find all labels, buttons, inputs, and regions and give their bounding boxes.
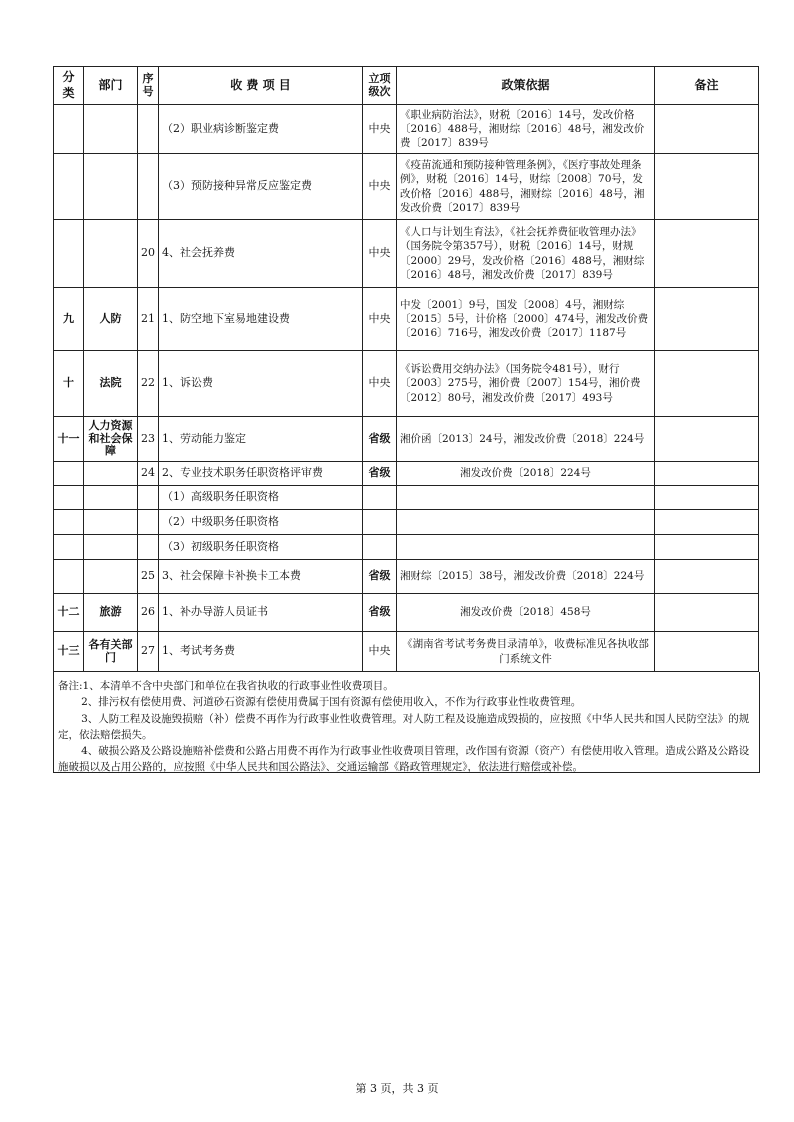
- cell-basis: [397, 535, 655, 560]
- cell-dept: [84, 535, 138, 560]
- cell-basis: 湘财综〔2015〕38号，湘发改价费〔2018〕224号: [397, 560, 655, 594]
- cell-level: [363, 486, 397, 510]
- cell-dept: [84, 220, 138, 288]
- cell-remark: [655, 486, 759, 510]
- cell-remark: [655, 351, 759, 417]
- cell-basis: [397, 510, 655, 535]
- cell-category: 十二: [54, 594, 84, 632]
- cell-dept: 旅游: [84, 594, 138, 632]
- table-row: [54, 220, 759, 288]
- cell-item: 4、社会抚养费: [159, 220, 363, 288]
- header-category: 分类: [54, 67, 84, 105]
- cell-dept: [84, 105, 138, 154]
- cell-dept: [84, 462, 138, 486]
- cell-level: 中央: [363, 632, 397, 672]
- table-row: [54, 510, 759, 535]
- cell-seq: [138, 486, 159, 510]
- cell-basis: 《疫苗流通和预防接种管理条例》，《医疗事故处理条例》，财税〔2016〕14号，财综〔2008〕70号，发改价格〔2016〕488号，湘财综〔2016〕48号，湘发改价费〔2017〕839号: [397, 154, 655, 220]
- cell-remark: [655, 417, 759, 462]
- cell-seq: 25: [138, 560, 159, 594]
- cell-dept: [84, 486, 138, 510]
- cell-remark: [655, 560, 759, 594]
- note-line: 备注:1、本清单不含中央部门和单位在我省执收的行政事业性收费项目。: [58, 680, 394, 692]
- cell-seq: [138, 105, 159, 154]
- header-item: 收 费 项 目: [159, 67, 363, 105]
- cell-basis: 《湖南省考试考务费目录清单》，收费标准见各执收部门系统文件: [397, 632, 655, 672]
- header-seq: 序号: [138, 67, 159, 105]
- cell-basis: 湘价函〔2013〕24号，湘发改价费〔2018〕224号: [397, 417, 655, 462]
- cell-category: [54, 486, 84, 510]
- cell-seq: 27: [138, 632, 159, 672]
- cell-category: [54, 462, 84, 486]
- cell-item: 1、补办导游人员证书: [159, 594, 363, 632]
- cell-level: 中央: [363, 154, 397, 220]
- cell-seq: 24: [138, 462, 159, 486]
- cell-basis: 湘发改价费〔2018〕458号: [397, 594, 655, 632]
- cell-category: [54, 220, 84, 288]
- cell-seq: 20: [138, 220, 159, 288]
- cell-category: [54, 535, 84, 560]
- cell-seq: 21: [138, 288, 159, 351]
- notes-box: [53, 672, 760, 773]
- cell-item: 1、劳动能力鉴定: [159, 417, 363, 462]
- cell-basis: 《诉讼费用交纳办法》（国务院令481号），财行〔2003〕275号，湘价费〔2007〕154号，湘价费〔2012〕80号，湘发改价费〔2017〕493号: [397, 351, 655, 417]
- cell-category: 十: [54, 351, 84, 417]
- cell-category: 九: [54, 288, 84, 351]
- cell-item: 1、防空地下室易地建设费: [159, 288, 363, 351]
- cell-basis: [397, 486, 655, 510]
- fee-table: [53, 66, 759, 672]
- cell-remark: [655, 220, 759, 288]
- table-row: [54, 560, 759, 594]
- cell-dept: [84, 510, 138, 535]
- cell-category: [54, 154, 84, 220]
- cell-dept: [84, 560, 138, 594]
- cell-basis: 湘发改价费〔2018〕224号: [397, 462, 655, 486]
- table-row: [54, 351, 759, 417]
- table-row: [54, 288, 759, 351]
- page-number: 第 3 页，共 3 页: [355, 1082, 439, 1095]
- cell-level: 中央: [363, 220, 397, 288]
- cell-item: 1、诉讼费: [159, 351, 363, 417]
- cell-dept: [84, 154, 138, 220]
- table-row: [54, 486, 759, 510]
- cell-category: 十一: [54, 417, 84, 462]
- cell-seq: 22: [138, 351, 159, 417]
- cell-seq: [138, 154, 159, 220]
- cell-level: 省级: [363, 560, 397, 594]
- cell-seq: [138, 510, 159, 535]
- cell-seq: 26: [138, 594, 159, 632]
- cell-remark: [655, 154, 759, 220]
- cell-item: 3、社会保障卡补换卡工本费: [159, 560, 363, 594]
- table-row: [54, 462, 759, 486]
- cell-remark: [655, 462, 759, 486]
- cell-seq: [138, 535, 159, 560]
- cell-level: [363, 535, 397, 560]
- cell-seq: 23: [138, 417, 159, 462]
- cell-category: 十三: [54, 632, 84, 672]
- header-level: 立项级次: [363, 67, 397, 105]
- header-dept: 部门: [84, 67, 138, 105]
- cell-remark: [655, 632, 759, 672]
- cell-level: [363, 510, 397, 535]
- cell-basis: 《人口与计划生育法》，《社会抚养费征收管理办法》（国务院令第357号），财税〔2016〕14号，财规〔2000〕29号，发改价格〔2016〕488号，湘财综〔2016〕48号，湘发改价费〔2017〕839号: [397, 220, 655, 288]
- cell-item: （1）高级职务任职资格: [159, 486, 363, 510]
- note-line: 4、破损公路及公路设施赔补偿费和公路占用费不再作为行政事业性收费项目管理，改作国有资源（资产）有偿使用收入管理。造成公路及公路设施破损以及占用公路的，应按照《中华人民共和国公路法》、交通运输部《路政管理规定》，依法进行赔偿或补偿。: [58, 745, 750, 774]
- cell-item: （3）初级职务任职资格: [159, 535, 363, 560]
- table-row: [54, 535, 759, 560]
- cell-category: [54, 510, 84, 535]
- cell-level: 中央: [363, 105, 397, 154]
- cell-remark: [655, 105, 759, 154]
- cell-level: 中央: [363, 351, 397, 417]
- header-basis: 政策依据: [397, 67, 655, 105]
- cell-level: 省级: [363, 462, 397, 486]
- cell-remark: [655, 594, 759, 632]
- cell-item: （2）中级职务任职资格: [159, 510, 363, 535]
- table-row: [54, 632, 759, 672]
- table-header-row: [54, 67, 759, 105]
- cell-item: （3）预防接种异常反应鉴定费: [159, 154, 363, 220]
- cell-level: 中央: [363, 288, 397, 351]
- cell-item: 1、考试考务费: [159, 632, 363, 672]
- cell-item: 2、专业技术职务任职资格评审费: [159, 462, 363, 486]
- fee-list-sheet: [53, 66, 758, 773]
- cell-category: [54, 560, 84, 594]
- cell-basis: 《职业病防治法》，财税〔2016〕14号，发改价格〔2016〕488号，湘财综〔2016〕48号，湘发改价费〔2017〕839号: [397, 105, 655, 154]
- cell-remark: [655, 535, 759, 560]
- cell-dept: 法院: [84, 351, 138, 417]
- table-row: [54, 154, 759, 220]
- table-row: [54, 417, 759, 462]
- note-line: 2、排污权有偿使用费、河道砂石资源有偿使用费属于国有资源有偿使用收入，不作为行政事业性收费管理。: [81, 696, 582, 709]
- table-row: [54, 594, 759, 632]
- note-line: 3、人防工程及设施毁损赔（补）偿费不再作为行政事业性收费管理。对人防工程及设施造成毁损的，应按照《中华人民共和国人民防空法》的规定，依法赔偿损失。: [58, 712, 750, 741]
- cell-category: [54, 105, 84, 154]
- cell-remark: [655, 288, 759, 351]
- cell-level: 省级: [363, 417, 397, 462]
- cell-dept: 人力资源和社会保障: [84, 417, 138, 462]
- header-remark: 备注: [655, 67, 759, 105]
- cell-dept: 各有关部门: [84, 632, 138, 672]
- cell-item: （2）职业病诊断鉴定费: [159, 105, 363, 154]
- table-row: [54, 105, 759, 154]
- cell-dept: 人防: [84, 288, 138, 351]
- cell-level: 省级: [363, 594, 397, 632]
- cell-remark: [655, 510, 759, 535]
- cell-basis: 中发〔2001〕9号，国发〔2008〕4号，湘财综〔2015〕5号，计价格〔2000〕474号，湘发改价费〔2016〕716号，湘发改价费〔2017〕1187号: [397, 288, 655, 351]
